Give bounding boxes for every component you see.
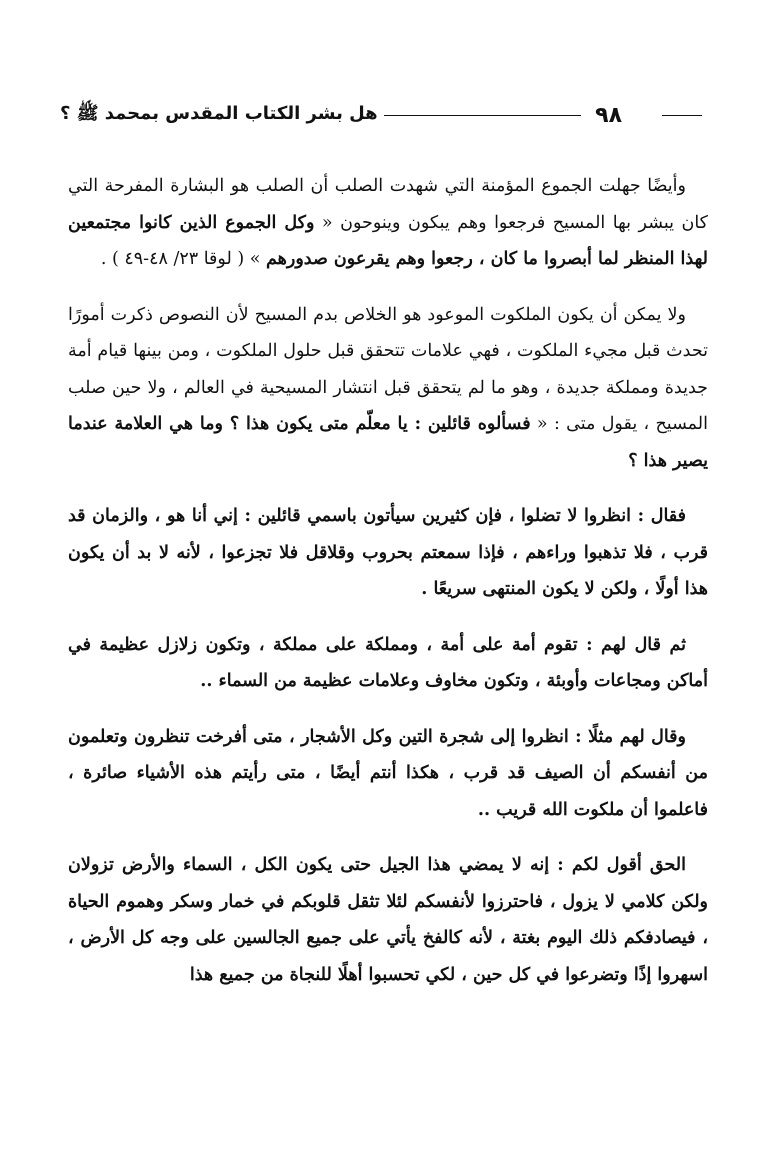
running-header [60,98,708,132]
paragraph-5: وقال لهم مثلًا : انظروا إلى شجرة التين وكل الأشجار ، متى أفرخت تنظرون وتعلمون من أنفسكم أن الصيف قد قرب ، هكذا أنتم أيضًا ، متى رأيتم هذه الأشياء صائرة ، فاعلموا أن ملكوت الله قريب .. [68,726,708,820]
paragraph-2-quote: فسألوه قائلين : يا معلّم متى يكون هذا ؟ وما هي العلامة عندما يصير هذا ؟ [68,414,708,471]
header-rule-middle [384,115,581,116]
page-number: ٩٨ [595,102,622,128]
paragraph-6: الحق أقول لكم : إنه لا يمضي هذا الجيل حتى يكون الكل ، السماء والأرض تزولان ولكن كلامي لا يزول ، فاحترزوا لأنفسكم لئلا تثقل قلوبكم في خمار وسكر وهموم الحياة ، فيصادفكم ذلك اليوم بغتة ، لأنه كالفخ يأتي على جميع الجالسين على وجه كل الأرض ، اسهروا إذًا وتضرعوا في كل حين ، لكي تحسبوا أهلًا للنجاة من جميع هذا [68,855,708,985]
page-body [68,168,708,1012]
paragraph-1-citation: » ( لوقا ٢٣/ ٤٨-٤٩ ) . [100,249,267,269]
paragraph-2-text: ولا يمكن أن يكون الملكوت الموعود هو الخلاص بدم المسيح لأن النصوص ذكرت أمورًا تحدث قبل مجيء الملكوت ، فهي علامات تتحقق قبل حلول الملكوت ، ومن بينها قيام أمة جديدة ومملكة جديدة ، وهو ما لم يتحقق قبل انتشار المسيحية في العالم ، ولا حين صلب المسيح ، يقول متى : « [68,304,708,434]
paragraph-4: ثم قال لهم : تقوم أمة على أمة ، ومملكة على مملكة ، وتكون زلازل عظيمة في أماكن ومجاعات وأوبئة ، وتكون مخاوف وعلامات عظيمة من السماء .. [68,634,708,691]
paragraph-1-text: وأيضًا جهلت الجموع المؤمنة التي شهدت الصلب أن الصلب هو البشارة المفرحة التي كان يبشر بها المسيح فرجعوا وهم يبكون وينوحون « [68,176,709,233]
running-title: هل بشر الكتاب المقدس بمحمد ﷺ ؟ [60,103,378,124]
paragraph-2 [68,297,708,480]
paragraph-1 [68,168,708,278]
paragraph-1-quote: وكل الجموع الذين كانوا مجتمعين لهذا المنظر لما أبصروا ما كان ، رجعوا وهم يقرعون صدورهم [68,212,708,269]
paragraph-3: فقال : انظروا لا تضلوا ، فإن كثيرين سيأتون باسمي قائلين : إني أنا هو ، والزمان قد قرب ، فلا تذهبوا وراءهم ، فإذا سمعتم بحروب وقلاقل فلا تجزعوا ، لأنه لا بد أن يكون هذا أولًا ، ولكن لا يكون المنتهى سريعًا . [68,506,708,599]
header-rule-right [662,115,702,116]
